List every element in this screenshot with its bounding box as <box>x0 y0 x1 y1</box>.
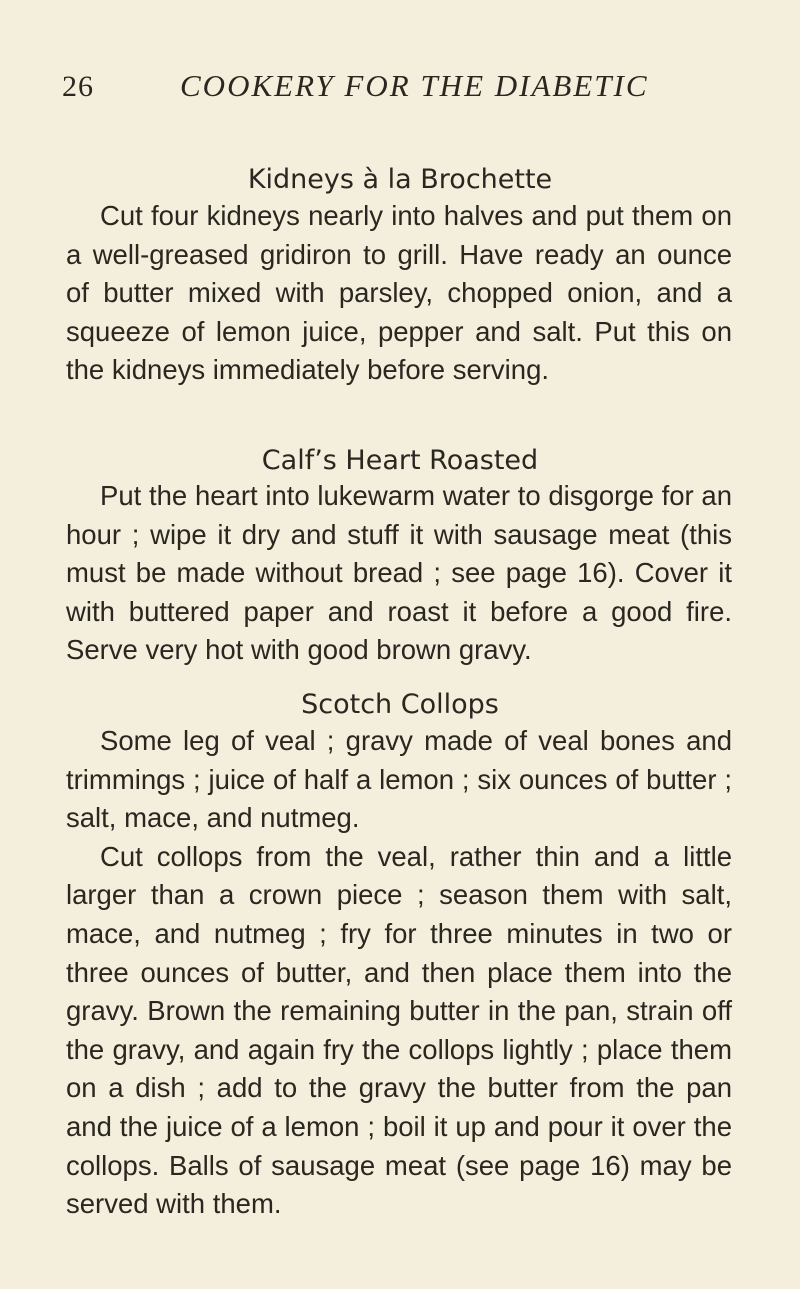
paragraph: Some leg of veal ; gravy made of veal bones and trimmings ; juice of half a lemon ; six ounces of butter ; salt, mace, and nutmeg. <box>66 725 732 834</box>
recipe-title-scotch-collops: Scotch Collops <box>301 689 499 720</box>
page-number: 26 <box>62 70 94 103</box>
recipe-title-kidneys: Kidneys à la Brochette <box>247 164 553 195</box>
recipe-body-kidneys <box>66 197 732 390</box>
paragraph: Cut collops from the veal, rather thin and a little larger than a crown piece ; season them with salt, mace, and nutmeg ; fry for three minutes in two or three ounces of butter, and then place them into the gravy. Brown the remaining butter in the pan, strain off the gravy, and again fry the collops lightly ; place them on a dish ; add to the gravy the butter from the pan and the juice of a lemon ; boil it up and pour it over the collops. Balls of sausage meat (see page 16) may be served with them. <box>66 840 732 1220</box>
recipe-body-scotch-collops <box>66 722 732 1224</box>
paragraph: Put the heart into lukewarm water to disgorge for an hour ; wipe it dry and stuff it with sausage meat (this must be made without bread ; see page 16). Cover it with buttered paper and roast it before a good fire. Serve very hot with good brown gravy. <box>66 480 732 666</box>
recipe-title-calfs-heart: Calf’s Heart Roasted <box>261 445 539 476</box>
book-title: COOKERY FOR THE DIABETIC <box>180 68 649 103</box>
recipe-body-calfs-heart <box>66 477 732 670</box>
paragraph: Cut four kidneys nearly into halves and put them on a well-greased gridiron to grill. Have ready an ounce of butter mixed with parsley, chopped onion, and a squeeze of lemon juice, pepper and salt. Put this on the kidneys immediately before serving. <box>66 200 732 386</box>
running-head <box>62 68 682 108</box>
